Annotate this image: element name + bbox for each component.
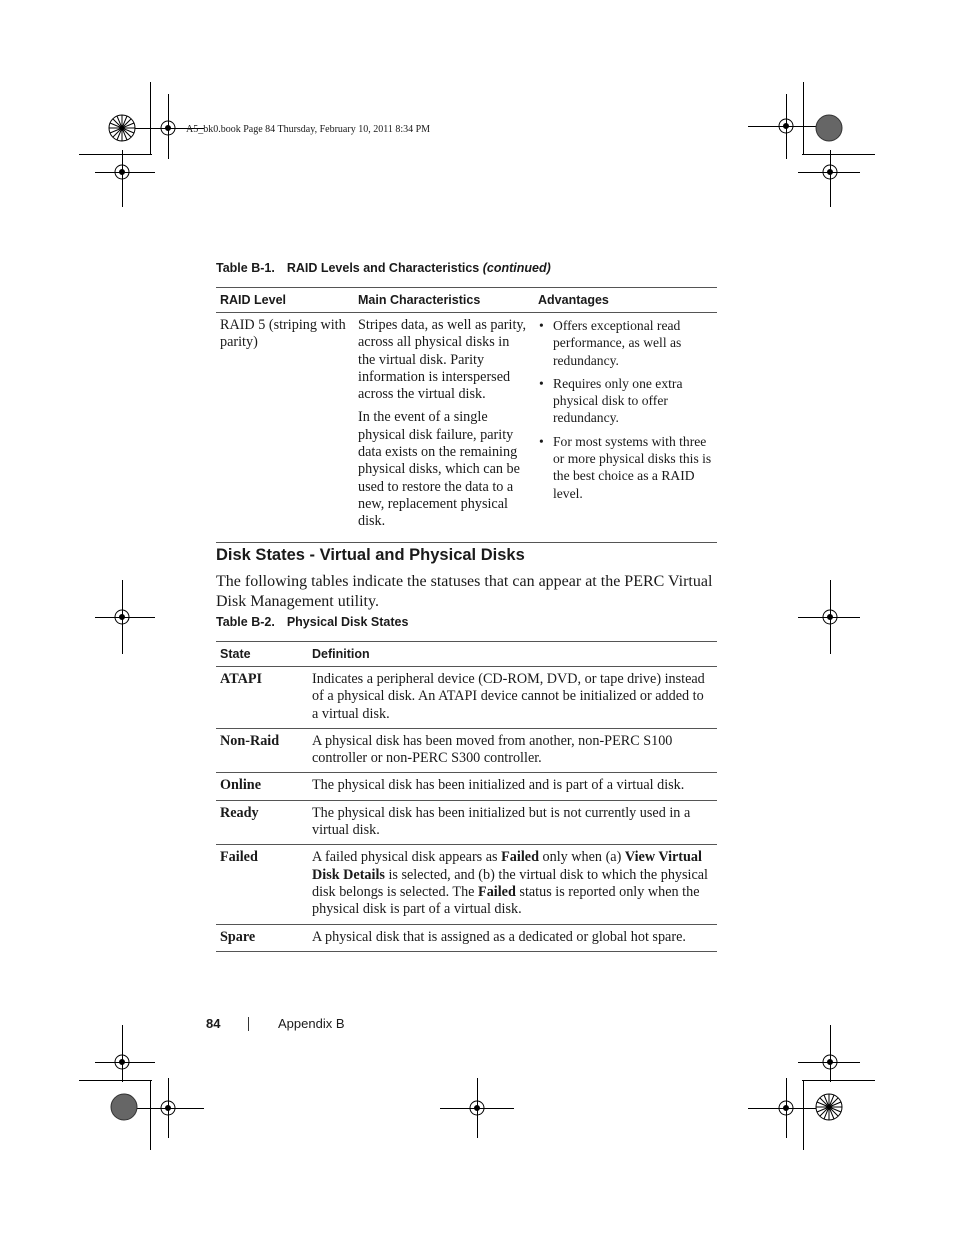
- list-item: • For most systems with three or more physical disks this is the best choice as a RAID level.: [538, 433, 713, 502]
- table-header-row: [216, 642, 717, 667]
- column-header: Advantages: [538, 293, 609, 307]
- definition-text: status is reported only when the physical disk is part of a virtual disk.: [312, 883, 700, 918]
- raid-levels-table: [216, 287, 717, 543]
- table2-caption-label: Table B-2.: [216, 615, 275, 629]
- definition-text: A failed physical disk appears as: [312, 849, 502, 866]
- raid-level-cell: RAID 5 (striping with parity): [220, 317, 346, 351]
- table1-caption-title: RAID Levels and Characteristics: [286, 261, 480, 275]
- table-row: [216, 313, 717, 543]
- table1-caption: [216, 261, 551, 275]
- definition-cell: Indicates a peripheral device (CD-ROM, DVD, or tape drive) instead of a physical disk. An ATAPI device cannot be initialized or added to a virtual disk.: [312, 671, 705, 722]
- table1-caption-suffix: (continued): [482, 261, 551, 275]
- characteristics-cell: [354, 313, 534, 543]
- table-row: [216, 800, 717, 845]
- advantages-list: [538, 317, 713, 502]
- column-header: RAID Level: [220, 293, 286, 307]
- emphasis-text: View Virtual Disk Details: [312, 849, 702, 883]
- state-cell: Spare: [220, 928, 256, 945]
- definition-cell: A physical disk has been moved from another, non-PERC S100 controller or non-PERC S300 controller.: [312, 732, 673, 767]
- table-row: [216, 667, 717, 729]
- definition-cell: A physical disk that is assigned as a dedicated or global hot spare.: [312, 928, 686, 945]
- footer-divider: [248, 1017, 249, 1031]
- table1-caption-label: Table B-1.: [216, 261, 275, 275]
- table-header-row: [216, 288, 717, 313]
- column-header: Main Characteristics: [358, 293, 481, 307]
- table2-caption: [216, 615, 408, 629]
- list-item: • Offers exceptional read performance, as well as redundancy.: [538, 317, 713, 369]
- state-cell: Non-Raid: [220, 732, 280, 749]
- section-intro: The following tables indicate the statuses that can appear at the PERC Virtual Disk Management utility.: [216, 573, 713, 610]
- state-cell: Ready: [220, 804, 259, 821]
- column-header: State: [220, 647, 251, 661]
- page-number: 84: [206, 1016, 221, 1031]
- table2-caption-title: Physical Disk States: [286, 615, 409, 629]
- table-row: [216, 924, 717, 951]
- characteristics-paragraph: In the event of a single physical disk failure, parity data exists on the remaining physical disks, which can be used to restore the data to a new, replacement physical disk.: [358, 409, 520, 530]
- physical-disk-states-table: [216, 641, 717, 952]
- section-heading: Disk States - Virtual and Physical Disks: [216, 546, 525, 564]
- table-row: [216, 773, 717, 800]
- footer-section-label: Appendix B: [278, 1016, 345, 1031]
- definition-cell: The physical disk has been initialized but is not currently used in a virtual disk.: [312, 804, 691, 839]
- table-row: [216, 728, 717, 773]
- definition-cell: [308, 845, 717, 924]
- definition-text: is selected, and (b) the virtual disk to which the physical disk belongs is selected. The: [312, 866, 708, 900]
- table-row: [216, 845, 717, 924]
- print-slug: A5_bk0.book Page 84 Thursday, February 10, 2011 8:34 PM: [186, 124, 431, 135]
- state-cell: Failed: [220, 849, 258, 866]
- emphasis-text: Failed: [478, 883, 516, 900]
- emphasis-text: Failed: [501, 849, 539, 866]
- characteristics-paragraph: Stripes data, as well as parity, across all physical disks in the virtual disk. Parity information is interspersed across the virtual disk.: [358, 317, 527, 403]
- column-header: Definition: [312, 647, 370, 661]
- definition-cell: The physical disk has been initialized and is part of a virtual disk.: [312, 777, 685, 794]
- state-cell: ATAPI: [220, 671, 263, 687]
- state-cell: Online: [220, 777, 261, 794]
- advantages-cell: [534, 313, 717, 543]
- list-item: • Requires only one extra physical disk to offer redundancy.: [538, 375, 713, 427]
- definition-text: only when (a): [538, 849, 625, 866]
